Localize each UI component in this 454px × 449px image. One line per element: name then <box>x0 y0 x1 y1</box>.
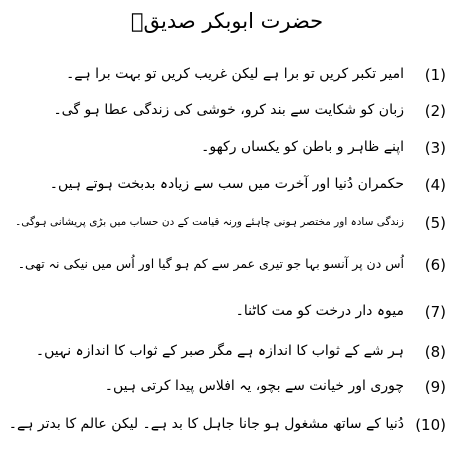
saying-number: (6) <box>424 256 446 274</box>
saying-item <box>0 208 454 242</box>
saying-item <box>0 170 454 204</box>
saying-text: زندگی سادہ اور مختصر ہونی چاہئے ورنہ قیامت کے دن حساب میں بڑی پریشانی ہوگی۔ <box>15 216 404 228</box>
saying-number: (9) <box>424 378 446 396</box>
saying-number: (1) <box>424 66 446 84</box>
saying-number: (7) <box>424 303 446 321</box>
saying-item <box>0 250 454 284</box>
saying-item <box>0 60 454 94</box>
saying-number: (2) <box>424 102 446 120</box>
saying-text: امیر تکبر کریں تو برا ہے لیکن غریب کریں تو بہت برا ہے۔ <box>66 66 404 82</box>
saying-item <box>0 410 454 444</box>
saying-text: چوری اور خیانت سے بچو، یہ افلاس پیدا کرتی ہیں۔ <box>104 378 404 394</box>
saying-text: حکمران دُنیا اور آخرت میں سب سے زیادہ بدبخت ہوتے ہیں۔ <box>49 176 404 192</box>
saying-number: (8) <box>424 343 446 361</box>
saying-text: اُس دن پر آنسو بہا جو تیری عمر سے کم ہو گیا اور اُس میں نیکی نہ تھی۔ <box>17 256 404 271</box>
saying-number: (3) <box>424 139 446 157</box>
saying-number: (10) <box>415 416 446 434</box>
saying-number: (5) <box>424 214 446 232</box>
saying-item <box>0 133 454 167</box>
saying-text: میوہ دار درخت کو مت کاٹنا۔ <box>235 303 404 319</box>
saying-item <box>0 297 454 331</box>
saying-item <box>0 372 454 406</box>
page-title: حضرت ابوبکر صدیقؓ <box>130 9 324 33</box>
saying-item <box>0 96 454 130</box>
saying-text: دُنیا کے ساتھ مشغول ہو جانا جاہل کا بد ہے۔ لیکن عالم کا بدتر ہے۔ <box>8 416 404 432</box>
saying-text: اپنے ظاہر و باطن کو یکساں رکھو۔ <box>201 139 404 155</box>
saying-number: (4) <box>424 176 446 194</box>
saying-text: ہر شے کے ثواب کا اندازہ ہے مگر صبر کے ثواب کا اندازہ نہیں۔ <box>35 343 404 359</box>
saying-item <box>0 337 454 371</box>
saying-text: زبان کو شکایت سے بند کرو، خوشی کی زندگی عطا ہو گی۔ <box>53 102 404 118</box>
